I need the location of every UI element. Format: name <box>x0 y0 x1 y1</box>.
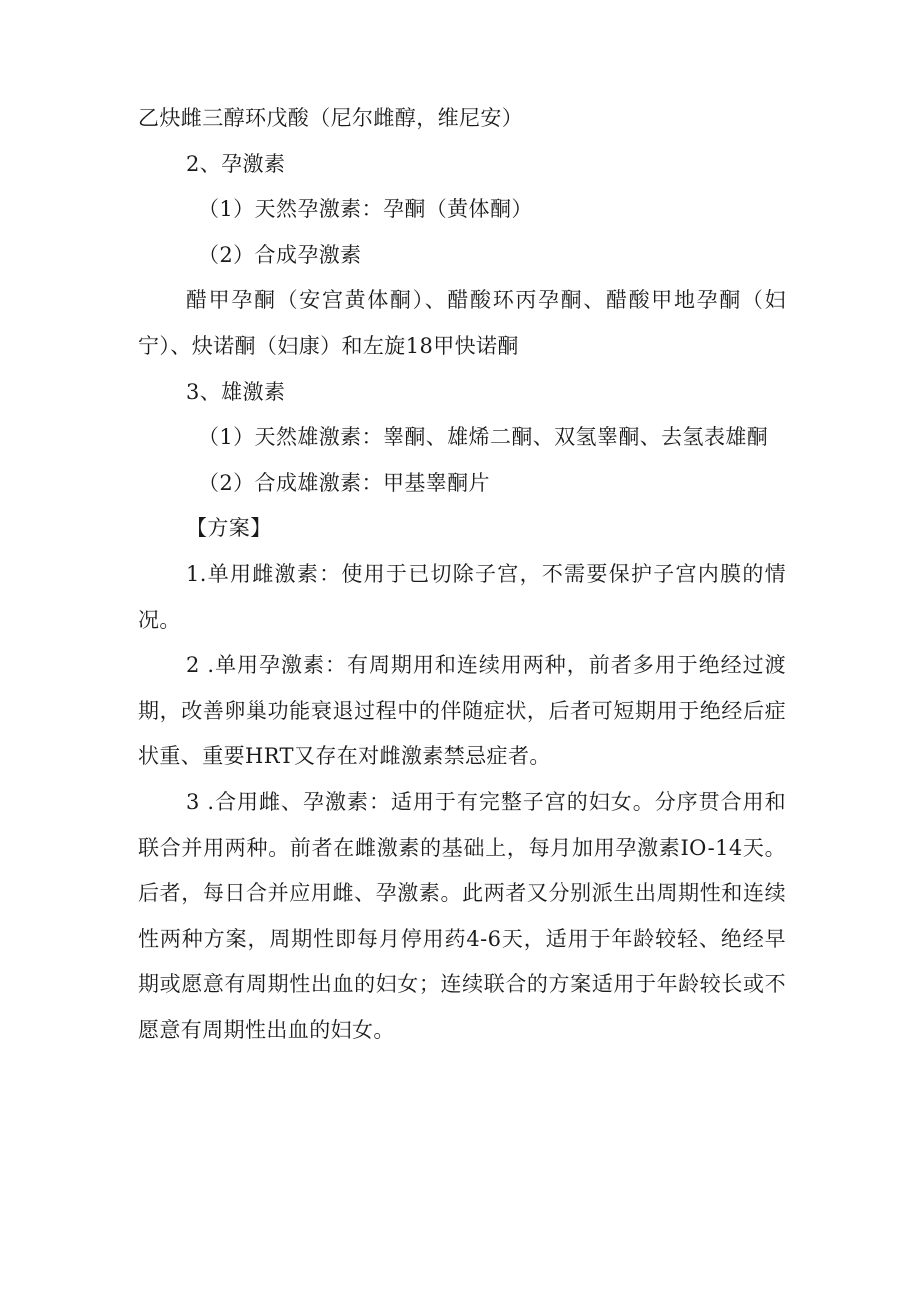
paragraph-estriol: 乙炔雌三醇环戊酸（尼尔雌醇，维尼安） <box>138 106 524 130</box>
heading-regimen: 【方案】 <box>186 516 272 541</box>
paragraph-synthetic-androgen: （2）合成雄激素：甲基睾酮片 <box>198 470 490 495</box>
heading-androgen: 3、雄激素 <box>186 379 286 404</box>
heading-progestogen: 2、孕激素 <box>186 151 286 176</box>
document-page <box>138 96 786 1053</box>
paragraph-progestogen-list: 醋甲孕酮（安宫黄体酮）、醋酸环丙孕酮、醋酸甲地孕酮（妇宁）、炔诺酮（妇康）和左旋18甲快诺酮 <box>138 288 786 358</box>
paragraph-synthetic-progestogen: （2）合成孕激素 <box>198 242 362 267</box>
paragraph-estrogen-only: 1.单用雌激素：使用于已切除子宫，不需要保护子宫内膜的情况。 <box>138 561 786 632</box>
paragraph-natural-androgen: （1）天然雄激素：睾酮、雄烯二酮、双氢睾酮、去氢表雄酮 <box>198 425 769 450</box>
paragraph-progestogen-only: 2 .单用孕激素：有周期用和连续用两种，前者多用于绝经过渡期，改善卵巢功能衰退过程中的伴随症状，后者可短期用于绝经后症状重、重要HRT又存在对雌激素禁忌症者。 <box>138 653 786 769</box>
paragraph-combined: 3 .合用雌、孕激素：适用于有完整子宫的妇女。分序贯合用和联合并用两种。前者在雌激素的基础上，每月加用孕激素IO-14天。后者，每日合并应用雌、孕激素。此两者又分别派生出周期性和连续性两种方案，周期性即每月停用药4-6天，适用于年龄较轻、绝经早期或愿意有周期性出血的妇女；连续联合的方案适用于年龄较长或不愿意有周期性出血的妇女。 <box>138 789 786 1042</box>
paragraph-natural-progestogen: （1）天然孕激素：孕酮（黄体酮） <box>198 197 533 222</box>
